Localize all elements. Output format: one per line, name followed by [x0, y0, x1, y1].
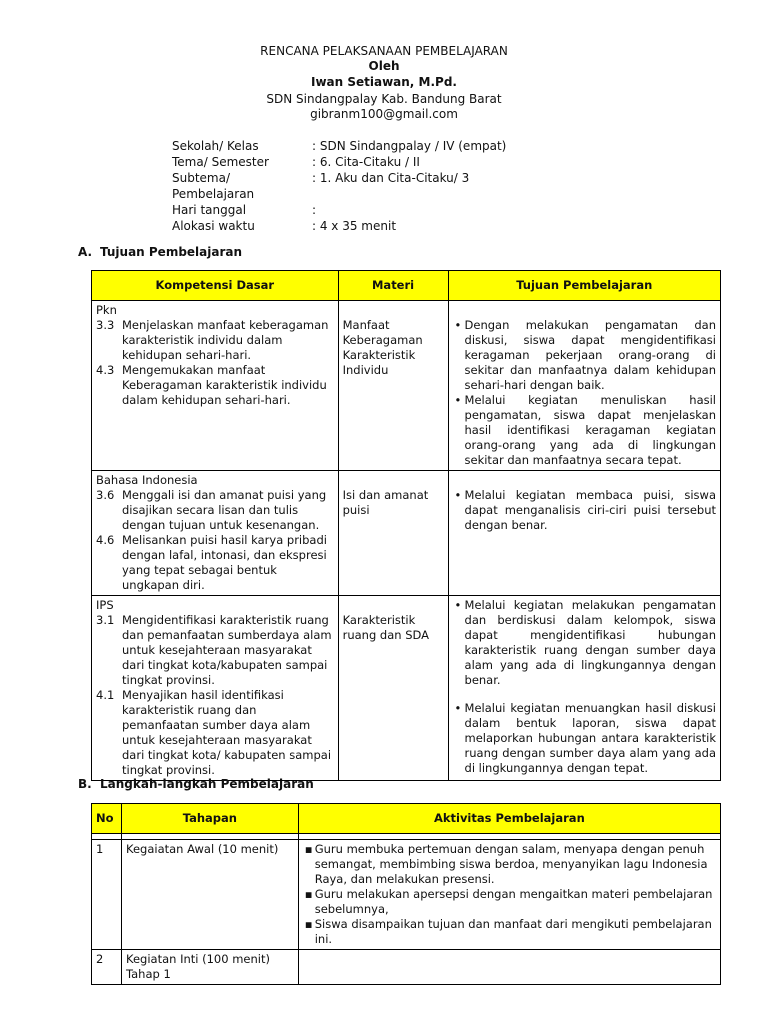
materi-cell: Manfaat Keberagaman Karakteristik Individu: [338, 301, 448, 471]
tujuan-cell: [448, 596, 720, 781]
tujuan-list: [453, 598, 716, 776]
table-row: [92, 301, 721, 471]
tujuan-cell: [448, 301, 720, 471]
kd-item: 4.1 Menyajikan hasil identifikasi karakteristik ruang dan pemanfaatan sumber daya alam untuk kesejahteraan masyarakat dari tingkat kota/ kabupaten sampai tingkat provinsi.: [96, 688, 332, 777]
info-value: : 6. Cita-Citaku / II: [312, 155, 420, 169]
info-label: Tema/ Semester: [172, 155, 269, 169]
info-row-date: [172, 202, 506, 218]
section-a-heading: [78, 245, 242, 259]
info-row-theme: [172, 154, 506, 170]
section-title: Langkah-langkah Pembelajaran: [100, 777, 314, 791]
document-title: RENCANA PELAKSANAAN PEMBELAJARAN: [260, 44, 508, 58]
table-header-row: [92, 804, 721, 834]
table-row: [92, 471, 721, 596]
kd-item: 3.3 Menjelaskan manfaat keberagaman karakteristik individu dalam kehidupan sehari-hari.: [96, 318, 329, 362]
table-header-row: [92, 271, 721, 301]
kd-item: 3.6 Menggali isi dan amanat puisi yang disajikan secara lisan dan tulis dengan tujuan untuk kesenangan.: [96, 488, 327, 532]
info-label: Alokasi waktu: [172, 219, 255, 233]
list-item: • Melalui kegiatan membaca puisi, siswa dapat menganalisis ciri-ciri puisi tersebut dengan benar.: [453, 488, 716, 533]
by-line: Oleh: [368, 59, 400, 73]
tujuan-cell: [448, 471, 720, 596]
info-row-school: [172, 138, 506, 154]
list-item: • Melalui kegiatan melakukan pengamatan dan berdiskusi dalam kelompok, siswa dapat mengidentifikasi hubungan karakteristik ruang dengan sumber daya alam yang ada di lingkungannya dengan benar.: [453, 598, 716, 688]
tahapan-cell: Kegaiatan Awal (10 menit): [121, 840, 298, 950]
section-letter: A.: [78, 245, 93, 259]
row-number: 1: [92, 840, 122, 950]
row-number: 2: [92, 950, 122, 985]
aktivitas-list: [303, 842, 716, 947]
list-item: ▪ Guru melakukan apersepsi dengan mengaitkan materi pembelajaran sebelumnya,: [303, 887, 716, 917]
author-name: Iwan Setiawan, M.Pd.: [310, 75, 457, 89]
kd-cell: [92, 301, 339, 471]
kd-item: 4.3 Mengemukakan manfaat Keberagaman karakteristik individu dalam kehidupan sehari-hari.: [96, 363, 327, 407]
aktivitas-cell: [298, 950, 720, 985]
aktivitas-cell: [298, 840, 720, 950]
info-block: [172, 138, 506, 234]
info-row-subtheme: [172, 170, 506, 202]
list-item: • Dengan melakukan pengamatan dan diskusi, siswa dapat mengidentifikasi keragaman pekerjaan orang-orang di sekitar dan manfaatnya dalam kehidupan sehari-hari dengan baik.: [453, 318, 716, 393]
header-materi: Materi: [338, 271, 448, 301]
list-item: ▪ Guru membuka pertemuan dengan salam, menyapa dengan penuh semangat, membimbing siswa berdoa, menyanyikan lagu Indonesia Raya, dan melakukan presensi.: [303, 842, 716, 887]
info-row-time: [172, 218, 506, 234]
list-item: • Melalui kegiatan menuangkan hasil diskusi dalam bentuk laporan, siswa dapat melaporkan hubungan antara karakteristik ruang dengan sumber daya alam yang ada di lingkungannya dengan tepat.: [453, 701, 716, 776]
author-email: gibranm100@gmail.com: [310, 107, 458, 121]
header-tahapan: Tahapan: [121, 804, 298, 834]
section-letter: B.: [78, 777, 92, 791]
school-name: SDN Sindangpalay Kab. Bandung Barat: [266, 92, 502, 106]
info-label: Subtema/ Pembelajaran: [172, 171, 255, 201]
table-row: [92, 950, 721, 985]
kd-item: 4.6 Melisankan puisi hasil karya pribadi dengan lafal, intonasi, dan ekspresi yang tepat sebagai bentuk ungkapan diri.: [96, 533, 327, 592]
info-value: : SDN Sindangpalay / IV (empat): [312, 139, 507, 153]
subject-name: Bahasa Indonesia: [96, 473, 198, 487]
info-label: Sekolah/ Kelas: [172, 139, 259, 153]
section-title: Tujuan Pembelajaran: [100, 245, 243, 259]
kd-cell: [92, 471, 339, 596]
header-no: No: [92, 804, 122, 834]
materi-cell: Karakteristik ruang dan SDA: [338, 596, 448, 781]
list-item: • Melalui kegiatan menuliskan hasil pengamatan, siswa dapat menjelaskan hasil identifikasi keragaman kegiatan orang-orang yang ada di lingkungan sekitar dan manfaatnya secara tepat.: [453, 393, 716, 468]
objectives-table: [91, 270, 721, 781]
tahapan-cell: Kegiatan Inti (100 menit) Tahap 1: [121, 950, 298, 985]
kd-item: 3.1 Mengidentifikasi karakteristik ruang dan pemanfaatan sumberdaya alam untuk kesejahteraan masyarakat dari tingkat kota/kabupaten sampai tingkat provinsi.: [96, 613, 332, 687]
info-label: Hari tanggal: [172, 203, 247, 217]
list-item: ▪ Siswa disampaikan tujuan dan manfaat dari mengikuti pembelajaran ini.: [303, 917, 716, 947]
materi-cell: Isi dan amanat puisi: [338, 471, 448, 596]
info-value: :: [312, 203, 317, 217]
header-kompetensi: Kompetensi Dasar: [92, 271, 339, 301]
table-row: [92, 840, 721, 950]
subject-name: IPS: [96, 598, 114, 612]
header-aktivitas: Aktivitas Pembelajaran: [298, 804, 720, 834]
header-tujuan: Tujuan Pembelajaran: [448, 271, 720, 301]
kd-cell: [92, 596, 339, 781]
steps-table: [91, 803, 721, 985]
info-value: : 4 x 35 menit: [312, 219, 397, 233]
info-value: : 1. Aku dan Cita-Citaku/ 3: [312, 171, 470, 185]
section-b-heading: [78, 777, 314, 791]
table-row: [92, 596, 721, 781]
tujuan-list: [453, 488, 716, 533]
subject-name: Pkn: [96, 303, 117, 317]
tujuan-list: [453, 318, 716, 468]
